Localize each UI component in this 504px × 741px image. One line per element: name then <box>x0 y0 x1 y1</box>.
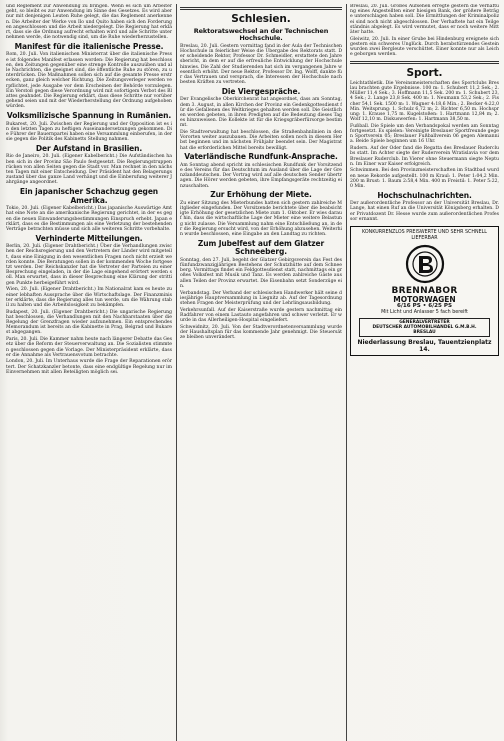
article-paragraph: London, 20. Juli. Im Unterhaus wurde die Frage der Reparationen erörtert. Der Schatzkanzler betonte, dass eine endgültige Regelung nur im Einvernehmen mit allen Beteiligten möglich sei. <box>6 359 172 375</box>
article-paragraph: Bukarest, 20. Juli. Zwischen der Regierung und der Opposition ist es in den letzten Tagen zu heftigen Auseinandersetzungen gekommen. Die Führer der Bauernpartei haben eine Versammlung einberufen, in der sie gegen die Politik des Kabinetts Stellung nahmen. <box>6 121 172 143</box>
column-1 <box>6 4 172 741</box>
article-paragraph: Wien, 20. Juli. (Eigener Drahtbericht.) Im Nationalrat kam es heute zu einer lebhaften Aussprache über die Wirtschaftslage. Der Finanzminister erklärte, dass die Regierung alles tun werde, um die Währung stabil zu halten und die Arbeitslosigkeit zu bekämpfen. <box>6 287 172 308</box>
article-paragraph: Zu einer Sitzung des Mieterbundes hatten sich gestern zahlreiche Mitglieder eingefunden. Der Vorsitzende berichtete über die beabsichtigte Erhöhung der gesetzlichen Miete zum 1. Oktober. Er wies darauf hin, dass die wirtschaftliche Lage der Mieter eine weitere Belastung nicht zulasse. Die Versammlung nahm eine Entschließung an, in der die Regierung ersucht wird, von der Erhöhung abzusehen. Weiterhin wurde beschlossen, eine Eingabe an den Landtag zu richten. <box>180 200 342 238</box>
article-paragraph: Paris, 20. Juli. Die Kammer nahm heute nach längerer Debatte das Gesetz über die Reform der Steuerverwaltung an. Die Sozialisten stimmten geschlossen gegen die Vorlage. Der Ministerpräsident erklärte, dass er die Annahme als Vertrauensvotum betrachte. <box>6 337 172 358</box>
article-paragraph: Rudern. Auf der Oder fand die Regatta des Breslauer Ruderclubs statt. Im Achter siegte der Ruderverein Wratislavia vor dem Breslauer Ruderclub. Im Vierer ohne Steuermann siegte Neptun. Im Einer war Kaiser erfolgreich. <box>350 146 499 167</box>
article-paragraph: Breslau, 20. Juli. Gestern vormittag fand in der Aula der Technischen Hochschule in feierlicher Weise die Übergabe des Rektorats statt. Der scheidende Rektor, Professor Dr. Schmeidler, erstattete den Jahresbericht, in dem er auf die erfreuliche Entwicklung der Hochschule hinwies. Die Zahl der Studierenden hat sich im vergangenen Jahre wesentlich erhöht. Der neue Rektor, Professor Dr. Ing. Wolff, dankte für das Vertrauen und versprach, die Interessen der Hochschule nach besten Kräften zu vertreten. <box>180 43 342 86</box>
article-paragraph: Sonntag, den 27. Juli, begeht der Glatzer Gebirgsverein das Fest des fünfundzwanzigjährigen Bestehens der Schutzhütte auf dem Schneeberg. Vormittags findet ein Feldgottesdienst statt, nachmittags ein großes Volksfest mit Musik und Tanz. Es werden zahlreiche Gäste aus allen Teilen der Provinz erwartet. Die Eisenbahn setzt Sonderzüge ein. <box>180 257 342 289</box>
article-paragraph: Schwimmen. Bei den Provinzmeisterschaften im Stadtbad wurden neue Rekorde aufgestellt. 100 m Kraul: 1. Peter 1:04,2 Min. 200 m Brust: 1. Baum 2:58,4 Min. 400 m Freistil: 1. Peter 5:22,0 Min. <box>350 168 499 190</box>
article-paragraph: Tokio, 20. Juli. (Eigener Kabelbericht.) Das japanische Auswärtige Amt hat eine Note an die amerikanische Regierung gerichtet, in der es gegen die neuen Einwanderungsbestimmungen Einspruch erhebt. Japan erklärt, dass es die Bestimmungen als eine Verletzung der bestehenden Verträge betrachten müsse und sich alle weiteren Schritte vorbehalte. <box>6 206 172 232</box>
article-paragraph: Verkehrsunfall. Auf der Kaiserstraße wurde gestern nachmittag ein Radfahrer von einem Lastauto angefahren und schwer verletzt. Er wurde in das Allerheiligen-Hospital eingeliefert. <box>180 307 342 324</box>
article-paragraph: Rio de Janeiro, 20. Juli. (Eigener Kabelbericht.) Die Aufständischen haben sich in der Provinz São Paulo festgesetzt. Die Regierungstruppen rücken von allen Seiten gegen die Stadt vor. Man rechnet in den nächsten Tagen mit einer Entscheidung. Der Präsident hat den Belagerungszustand über das ganze Land verhängt und die Einberufung weiterer Jahrgänge angeordnet. <box>6 154 172 186</box>
article-headline: Hochschulnachrichten. <box>377 190 472 200</box>
ad-models: 6/16 PS • 6/25 PS <box>396 303 453 310</box>
car-emblem-icon <box>405 244 445 284</box>
article-headline: Volksmilizische Spannung in Rumänien. <box>6 111 172 121</box>
section-divider <box>350 61 499 64</box>
article-paragraph: Leichtathletik. Die Vereinsmeisterschaften des Sportclubs Breslau brachten gute Ergebnisse. 100 m: 1. Schubert 11,2 Sek.; 2. Müller 11,4 Sek.; 3. Hoffmann 11,5 Sek. 200 m: 1. Schubert 23,4 Sek.; 2. Lange 23,8 Sek. 400 m: 1. Neumann 53,2 Sek.; 2. Fischer 54,1 Sek. 1500 m: 1. Wagner 4:18,6 Min.; 2. Becker 4:22,0 Min. Weitsprung: 1. Schulz 6,72 m; 2. Richter 6,50 m. Hochsprung: 1. Krause 1,75 m. Kugelstoßen: 1. Hartmann 12,84 m; 2. Wolf 12,10 m. Diskuswerfen: 1. Hartmann 38,50 m. <box>350 80 499 123</box>
article-headline: Ein japanischer Schachzug gegen Amerika. <box>19 187 159 205</box>
article-headline: Zum Jubelfest auf dem Glatzer Schneeberg. <box>197 238 325 257</box>
article-headline: Rektoratswechsel an der Technischen Hochschule. <box>193 26 329 43</box>
article-paragraph: Der Evangelische Oberkirchenrat hat angeordnet, dass am Sonntag, dem 3. August, in allen Kirchen der Provinz ein Gedenkgottesdienst für die Gefallenen des Weltkrieges gehalten werden soll. Die Geistlichen werden gebeten, in ihren Predigten auf die Bedeutung dieses Tages hinzuweisen. Die Kollekte ist für die Kriegsgräberfürsorge bestimmt. <box>180 97 342 129</box>
article-headline: Manifest für die italienische Presse. <box>14 41 164 51</box>
article-paragraph: Fußball. Die Spiele um den Verbandspokal werden am Sonntag fortgesetzt. Es spielen: Vereinigte Breslauer Sportfreunde gegen Sportverein 05; Breslauer Fußballverein 06 gegen Alemannia. Beide Spiele beginnen um 16 Uhr. <box>350 123 499 145</box>
ad-dealer-box <box>359 318 490 338</box>
ad-brand-name: BRENNABOR <box>391 285 458 296</box>
ad-dealer-name: DEUTSCHER AUTOMOBILHANDEL G.M.B.H. BRESLAU <box>372 324 477 336</box>
section-heading: Sport. <box>406 66 443 79</box>
column-2 <box>176 4 342 741</box>
column-3 <box>346 4 499 741</box>
article-headline: Verhinderte Mitteilungen. <box>35 233 143 243</box>
article-paragraph: Rom, 20. Juli. Von italienischen Ministerrat über die italienische Presse ist folgendes Manifest erlassen worden: Die Regierung hat beschlossen, den Zeitungen gegenüber eine strenge Kontrolle auszuüben und alle Nachrichten, die geeignet sind, die öffentliche Ruhe zu stören, zu unterdrücken. Die Maßnahmen sollen sich auf die gesamte Presse erstrecken, ganz gleich welcher Richtung. Die Zeitungsverleger werden verpflichtet, jede Ausgabe vor dem Erscheinen der Behörde vorzulegen. Ein Verstoß gegen diese Verordnung wird mit sofortigem Verbot des Blattes geahndet. Die Regierung erklärt, dass diese Schritte nur vorübergehend seien und mit der Wiederherstellung der Ordnung aufgehoben würden. <box>6 52 172 110</box>
article-paragraph: Die Stadtverwaltung hat beschlossen, die Straßenbahnlinien in den Vororten weiter auszubauen. Die Arbeiten sollen noch in diesem Herbst beginnen und im nächsten Frühjahr beendet sein. Der Magistrat hat die erforderlichen Mittel bereits bewilligt. <box>180 130 342 151</box>
ad-brand-subtitle: MOTORWAGEN <box>393 294 456 304</box>
article-headline: Der Aufstand in Brasilien. <box>35 143 143 153</box>
ad-footer-address: Niederlassung Breslau, Tauentzienplatz 14. <box>357 339 492 354</box>
section-divider <box>180 7 342 10</box>
ad-tagline: KONKURRENZLOS PREISWERTE UND SEHR SCHNELL LIEFERBAR <box>362 230 487 241</box>
article-paragraph: Verbandstag. Der Verband der schlesischen Handwerker hält seine diesjährige Hauptversammlung in Liegnitz ab. Auf der Tagesordnung stehen Fragen der Meisterprüfung und der Lehrlingsausbildung. <box>180 290 342 306</box>
article-paragraph: Berlin, 20. Juli. (Eigener Drahtbericht.) Über die Verhandlungen zwischen der Reichsregierung und den Vertretern der Länder wird mitgeteilt, dass eine Einigung in den wesentlichen Fragen noch nicht erzielt werden konnte. Die Beratungen sollen in der kommenden Woche fortgesetzt werden. Der Reichskanzler hat die Vertreter der Parteien zu einer Besprechung eingeladen, in der die Lage eingehend erörtert werden soll. Man erwartet, dass in dieser Besprechung eine Klärung der strittigen Punkte herbeigeführt wird. <box>6 244 172 286</box>
brennabor-advertisement <box>350 226 499 356</box>
article-headline: Vaterländische Rundfunk-Ansprache. <box>184 152 338 162</box>
article-paragraph: Gleiwitz, 20. Juli. In einer Grube bei Hindenburg ereignete sich gestern ein schweres Unglück. Durch herabstürzendes Gestein wurden zwei Bergleute verschüttet. Einer konnte nur als Leiche geborgen werden. <box>350 36 499 58</box>
section-heading: Schlesien. <box>231 13 291 26</box>
article-paragraph: Budapest, 20. Juli. (Eigener Drahtbericht.) Die ungarische Regierung hat beschlossen, die Verhandlungen mit den Nachbarstaaten über die Regelung der Grenzfragen wieder aufzunehmen. Ein entsprechendes Memorandum ist bereits an die Kabinette in Prag, Belgrad und Bukarest abgegangen. <box>6 309 172 336</box>
article-paragraph: Am Sonntag abend spricht im schlesischen Rundfunk der Vorsitzende des Vereins für das Deutschtum im Ausland über die Lage der Grenzlanddeutschen. Der Vortrag wird auf alle deutschen Sender übertragen. Die Hörer werden gebeten, ihre Empfangsgeräte rechtzeitig einzuschalten. <box>180 162 342 189</box>
article-headline: Zur Erhöhung der Miete. <box>210 190 312 200</box>
article-paragraph: und Reglement zur Anwendung zu bringen. Wenn es sich um Arbeiter geht, so bleibt es zur Anwendung im Sinne des Gesetzes. Es wird aber nur mit denjenigen Leuten Ruhe gelegt, die das Reglement anerkennen. Die Arbeiter der Werke von Ilo und Quito haben sich den Forderungen angeschlossen und die Arbeit niedergelegt. Die Regierung hat erklärt, dass sie die Ordnung aufrecht erhalten wird und alle Schritte unternehmen werde, die notwendig sind, um die Ruhe wiederherzustellen. <box>6 4 172 41</box>
ad-offer: Mit Licht und Anlasser 5 fach bereift <box>381 309 468 315</box>
article-paragraph: Schweidnitz, 20. Juli. Von der Stadtverordnetenversammlung wurde der Haushaltsplan für das kommende Jahr genehmigt. Die Steuersätze bleiben unverändert. <box>180 324 342 341</box>
ad-dealer-label: GENERALVERTRETER <box>399 319 450 325</box>
article-headline: Die Viergespräche. <box>221 86 301 96</box>
article-paragraph: Breslau, 20. Juli. Großes Aufsehen erregte gestern die Verhaftung eines Angestellten einer hiesigen Bank, der größere Beträge unterschlagen haben soll. Die Ermittlungen der Kriminalpolizei sind noch nicht abgeschlossen. Der Verhaftete hat ein Teilgeständnis abgelegt. Es wird vermutet, dass er noch weitere Mittäter hatte. <box>350 4 499 36</box>
article-paragraph: Der außerordentliche Professor an der Universität Breslau, Dr. Lange, hat einen Ruf an die Universität Königsberg erhalten. Der Privatdozent Dr. Hesse wurde zum außerordentlichen Professor ernannt. <box>350 201 499 222</box>
